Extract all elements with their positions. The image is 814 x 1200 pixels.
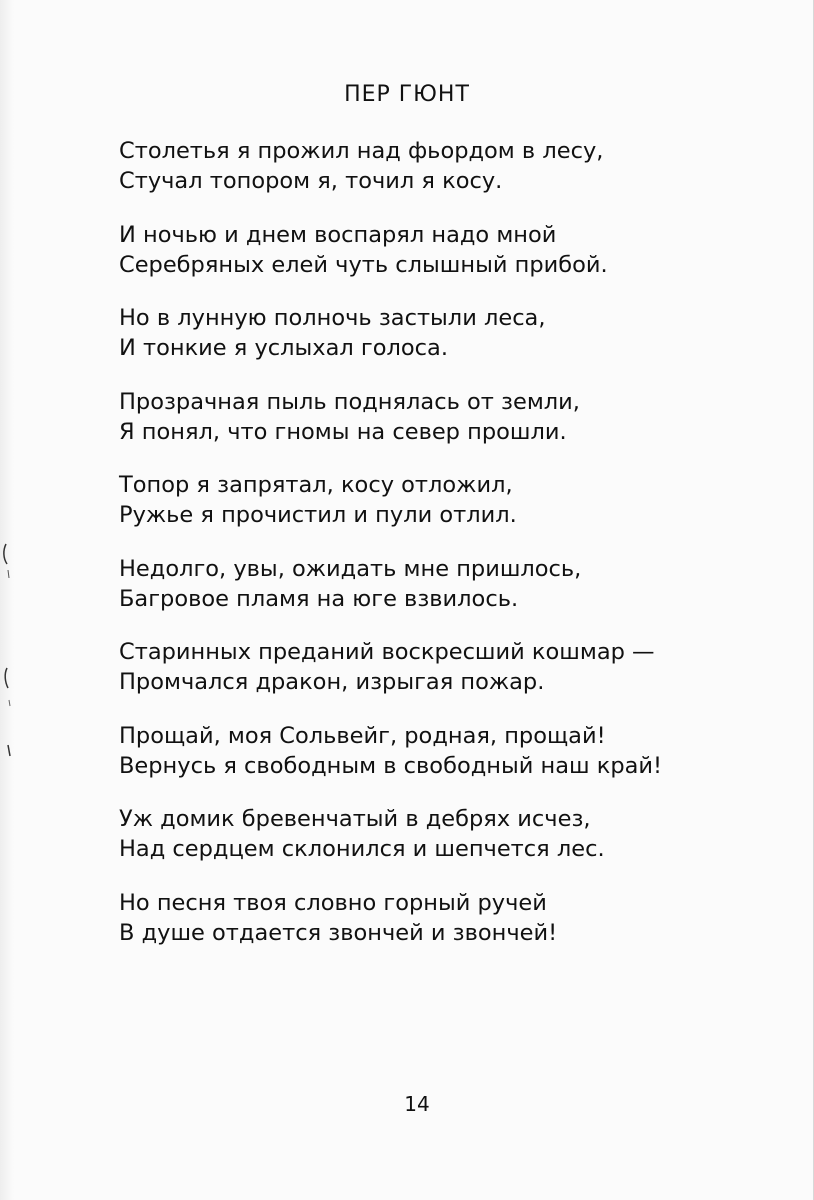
- stanza: [119, 637, 779, 721]
- page-number: 14: [404, 1092, 430, 1116]
- poem-line: Но песня твоя словно горный ручей: [119, 889, 547, 916]
- poem-line: Старинных преданий воскресший кошмар —: [119, 639, 655, 665]
- poem-line: В душе отдается звончей и звончей!: [119, 919, 558, 946]
- poem-line: Я понял, что гномы на север прошли.: [119, 418, 567, 445]
- stanza: [119, 554, 779, 638]
- stanza: [119, 220, 779, 304]
- poem-title: ПЕР ГЮНТ: [344, 82, 470, 107]
- poem-line: Уж домик бревенчатый в дебрях исчез,: [119, 806, 591, 832]
- poem-line: И ночью и днем воспарял надо мной: [119, 221, 557, 248]
- poem-line: Столетья я прожил над фьордом в лесу,: [119, 138, 604, 164]
- stanza: [119, 804, 779, 888]
- poem-line: Прощай, моя Сольвейг, родная, прощай!: [119, 722, 606, 749]
- stanza: [119, 387, 779, 471]
- poem-line: Недолго, увы, ожидать мне пришлось,: [119, 555, 582, 582]
- poem-line: Вернусь я свободным в свободный наш край!: [119, 752, 663, 779]
- stanza: [119, 721, 779, 805]
- poem-line: Стучал топором я, точил я косу.: [119, 168, 503, 194]
- stanza: [119, 470, 779, 554]
- poem-line: Но в лунную полночь застыли леса,: [119, 305, 546, 331]
- poem-line: Ружье я прочистил и пули отлил.: [119, 502, 517, 528]
- stanza: [119, 888, 779, 972]
- stanza: [119, 303, 779, 387]
- poem-line: Топор я запрятал, косу отложил,: [119, 472, 513, 498]
- poem-body: [119, 136, 779, 971]
- poem-line: Багровое пламя на юге взвилось.: [119, 585, 519, 612]
- poem-line: Прозрачная пыль поднялась от земли,: [119, 388, 580, 415]
- poem-line: Серебряных елей чуть слышный прибой.: [119, 251, 608, 278]
- poem-line: Промчался дракон, изрыгая пожар.: [119, 669, 545, 695]
- margin-scan-marks: [0, 540, 30, 780]
- stanza: [119, 136, 779, 220]
- poem-line: И тонкие я услыхал голоса.: [119, 335, 448, 361]
- poem-line: Над сердцем склонился и шепчется лес.: [119, 836, 605, 862]
